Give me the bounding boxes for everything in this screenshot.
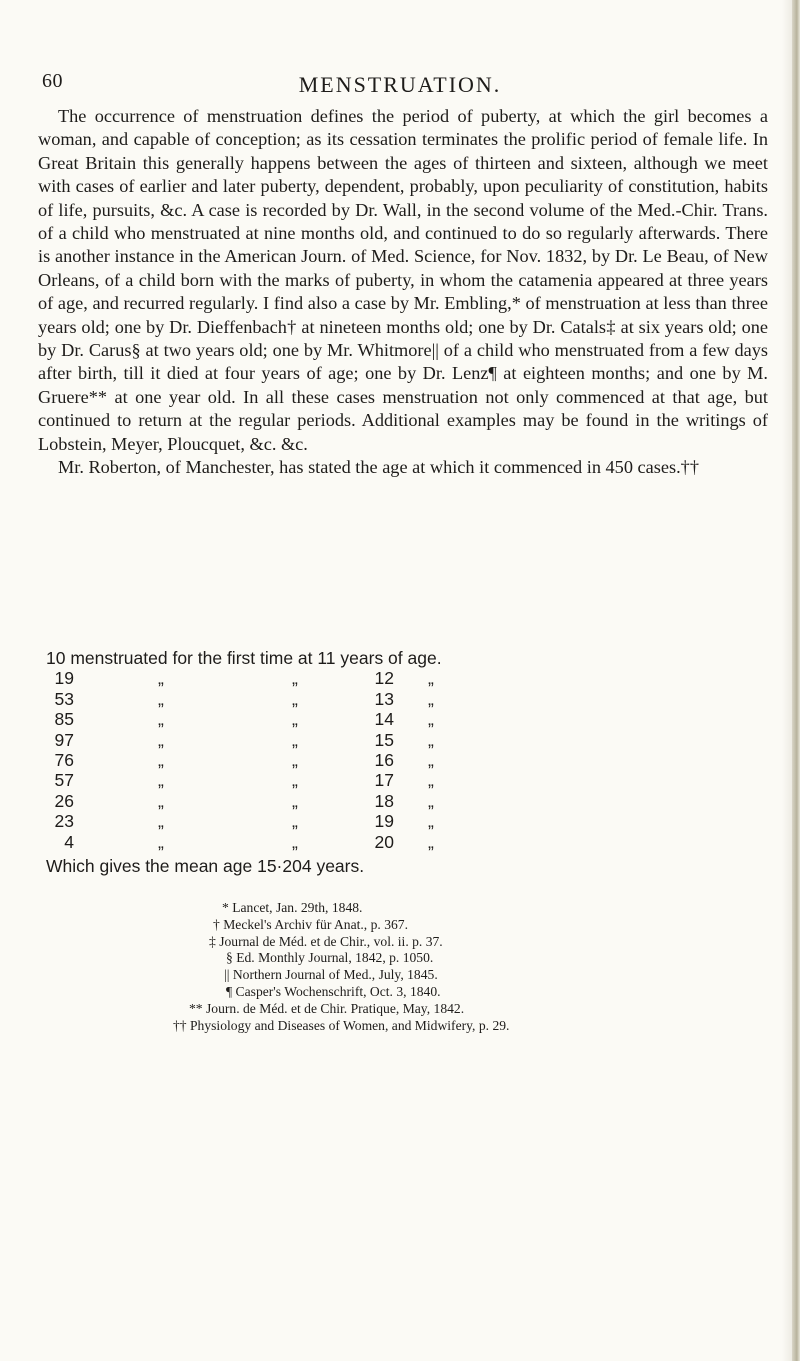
row-count: 4 (64, 831, 74, 852)
table-row (46, 811, 766, 831)
footnote: * Lancet, Jan. 29th, 1848. (222, 900, 363, 915)
ditto-mark: „ (428, 811, 434, 832)
footnote: ** Journ. de Méd. et de Chir. Pratique, May, 1842. (189, 1000, 465, 1016)
age-table (46, 648, 766, 852)
ditto-mark: „ (292, 790, 298, 811)
row-age: 13 (374, 688, 394, 709)
row-age: 12 (374, 668, 394, 689)
row-count: 97 (54, 729, 74, 750)
table-row (46, 668, 766, 688)
table-header: 10 menstruated for the first time at 11 years of age. (46, 648, 442, 668)
row-age: 16 (374, 749, 394, 770)
row-age: 17 (374, 770, 394, 791)
table-row (46, 791, 766, 811)
page-edge (792, 0, 800, 1361)
footnote: § Ed. Monthly Journal, 1842, p. 1050. (226, 950, 434, 966)
ditto-mark: „ (158, 811, 164, 832)
ditto-mark: „ (158, 790, 164, 811)
table-row (46, 750, 766, 770)
row-age: 14 (374, 709, 394, 730)
footnote: † Meckel's Archiv für Anat., p. 367. (213, 916, 408, 932)
ditto-mark: „ (158, 668, 164, 689)
ditto-mark: „ (428, 770, 434, 791)
ditto-mark: „ (292, 729, 298, 750)
paragraph-1: The occurrence of menstruation defines the period of puberty, at which the girl becomes a woman, and capable of conception; as its cessation terminates the prolific period of female life. In Great Britain this generally happens between the ages of thirteen and sixteen, although we meet with cases of earlier and later puberty, dependent, probably, upon peculiarity of constitution, habits of life, pursuits, &c. A case is recorded by Dr. Wall, in the second volume of the Med.-Chir. Trans. of a child who menstruated at nine months old, and continued to do so regularly afterwards. There is another instance in the American Journ. of Med. Science, for Nov. 1832, by Dr. Le Beau, of New Orleans, of a child born with the marks of puberty, in whom the catamenia appeared at three years of age, and recurred regularly. I find also a case by Mr. Embling,* of menstruation at less than three years old; one by Dr. Dieffenbach† at nineteen months old; one by Dr. Catals‡ at six years old; one by Dr. Carus§ at two years old; one by Mr. Whitmore|| of a child who menstruated from a few days after birth, till it died at four years of age; one by Dr. Lenz¶ at eighteen months; and one by M. Gruere** at one year old. In all these cases menstruation not only commenced at that age, but continued to return at the regular periods. Additional examples may be found in the writings of Lobstein, Meyer, Ploucquet, &c. &c. (38, 106, 768, 454)
row-count: 26 (54, 790, 74, 811)
ditto-mark: „ (158, 709, 164, 730)
page-number: 60 (42, 70, 63, 92)
mean-age-statement: Which gives the mean age 15·204 years. (46, 856, 365, 876)
ditto-mark: „ (292, 811, 298, 832)
row-count: 57 (54, 770, 74, 791)
ditto-mark: „ (158, 770, 164, 791)
ditto-mark: „ (428, 688, 434, 709)
row-age: 15 (374, 729, 394, 750)
row-age: 19 (374, 811, 394, 832)
ditto-mark: „ (428, 749, 434, 770)
row-count: 19 (54, 668, 74, 689)
body-text (38, 105, 768, 480)
running-head: MENSTRUATION. (298, 72, 502, 97)
row-count: 53 (54, 688, 74, 709)
paragraph-2: Mr. Roberton, of Manchester, has stated the age at which it commenced in 450 cases.†† (58, 457, 699, 478)
ditto-mark: „ (292, 668, 298, 689)
footnote: || Northern Journal of Med., July, 1845. (224, 967, 438, 983)
row-age: 18 (374, 790, 394, 811)
footnote: ‡ Journal de Méd. et de Chir., vol. ii. p. 37. (209, 933, 443, 949)
ditto-mark: „ (292, 831, 298, 852)
table-header-row (46, 648, 766, 668)
ditto-mark: „ (428, 790, 434, 811)
row-count: 76 (54, 749, 74, 770)
table-row (46, 689, 766, 709)
footnote: †† Physiology and Diseases of Women, and Midwifery, p. 29. (173, 1017, 510, 1033)
table-row (46, 832, 766, 852)
ditto-mark: „ (292, 770, 298, 791)
ditto-mark: „ (292, 709, 298, 730)
table-row (46, 709, 766, 729)
ditto-mark: „ (158, 729, 164, 750)
ditto-mark: „ (292, 749, 298, 770)
ditto-mark: „ (428, 831, 434, 852)
table-row (46, 770, 766, 790)
ditto-mark: „ (292, 688, 298, 709)
row-age: 20 (374, 831, 394, 852)
ditto-mark: „ (158, 688, 164, 709)
table-row (46, 730, 766, 750)
ditto-mark: „ (158, 749, 164, 770)
ditto-mark: „ (158, 831, 164, 852)
row-count: 85 (54, 709, 74, 730)
ditto-mark: „ (428, 729, 434, 750)
ditto-mark: „ (428, 668, 434, 689)
ditto-mark: „ (428, 709, 434, 730)
page-edge-shadow (782, 0, 792, 1361)
footnote: ¶ Casper's Wochenschrift, Oct. 3, 1840. (226, 984, 441, 999)
row-count: 23 (54, 811, 74, 832)
